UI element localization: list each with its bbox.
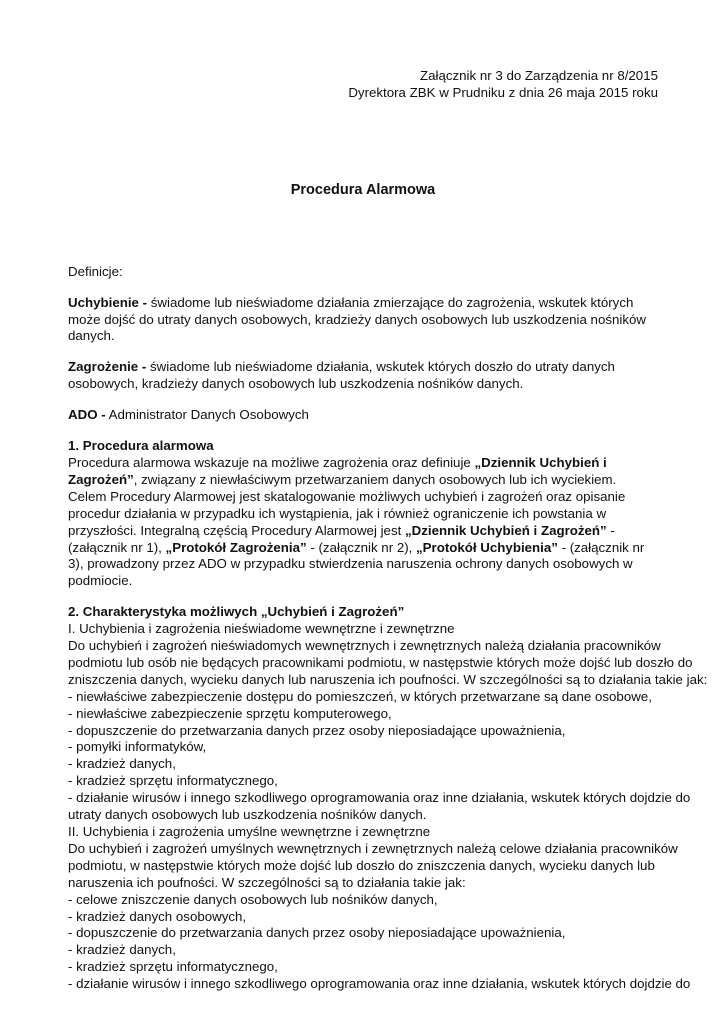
section-2-line: zniszczenia danych, wycieku danych lub naruszenia ich poufności. W szczególności są to działania takie jak: [68, 671, 708, 687]
definition-ado [68, 407, 658, 424]
section-1-text: - (załącznik nr 3), prowadzony przez ADO w przypadku stwierdzenia naruszenia ochrony danych osobowych w podmiocie. [68, 539, 645, 589]
definition-uchybienie [68, 295, 658, 346]
section-2-line: - kradzież sprzętu informatycznego, [68, 959, 278, 975]
section-1-bold: „Protokół Zagrożenia” [165, 539, 307, 555]
section-2-line: I. Uchybienia i zagrożenia nieświadome wewnętrzne i zewnętrzne [68, 621, 455, 637]
section-2-line: - kradzież danych, [68, 756, 176, 772]
document-page [68, 68, 708, 1007]
section-2-line: - celowe zniszczenie danych osobowych lub nośników danych, [68, 891, 438, 907]
section-2-line: - niewłaściwe zabezpieczenie dostępu do pomieszczeń, w których przetwarzane są dane osobowe, [68, 688, 652, 704]
section-2-line: - kradzież danych osobowych, [68, 908, 247, 924]
section-1-bold: „Dziennik Uchybień i Zagrożeń” [68, 454, 607, 487]
definitions-label: Definicje: [68, 263, 123, 279]
section-1-text: - (załącznik nr 2), [306, 539, 417, 555]
definition-term: Zagrożenie - [68, 359, 147, 375]
header-line-2: Dyrektora ZBK w Prudniku z dnia 26 maja 2015 roku [348, 84, 658, 100]
section-2-line: - działanie wirusów i innego szkodliwego oprogramowania oraz inne działania, wskutek których dojdzie do [68, 790, 691, 806]
definition-text: Administrator Danych Osobowych [105, 407, 309, 423]
section-2-line: - działanie wirusów i innego szkodliwego oprogramowania oraz inne działania, wskutek których dojdzie do [68, 976, 691, 992]
section-2-line: podmiotu, w następstwie których może dojść lub doszło do zniszczenia danych, wycieku danych lub [68, 857, 655, 873]
definition-text: świadome lub nieświadome działania, wskutek których doszło do utraty danych osobowych, kradzieży danych osobowych lub uszkodzenia nośników danych. [68, 359, 615, 392]
document-title: Procedura Alarmowa [290, 181, 436, 198]
section-2-line: II. Uchybienia i zagrożenia umyślne wewnętrzne i zewnętrzne [68, 824, 431, 839]
section-1-heading: 1. Procedura alarmowa [68, 438, 214, 454]
section-2-heading: 2. Charakterystyka możliwych „Uchybień i Zagrożeń” [68, 604, 405, 620]
section-2-line: naruszenia ich poufności. W szczególności są to działania takie jak: [68, 874, 466, 890]
section-2-line: podmiotu lub osób nie będących pracownikami podmiotu, w następstwie których może dojść lub doszło do [68, 654, 693, 670]
section-2-line: - pomyłki informatyków, [68, 739, 207, 755]
definition-text: świadome lub nieświadome działania zmierzające do zagrożenia, wskutek których może dojść do utraty danych osobowych, kradzieży danych osobowych lub uszkodzenia nośników danych. [68, 294, 646, 344]
section-2-line: - niewłaściwe zabezpieczenie sprzętu komputerowego, [68, 705, 392, 721]
section-2-line: - dopuszczenie do przetwarzania danych przez osoby nieposiadające upoważnienia, [68, 722, 566, 738]
document-header [68, 68, 658, 102]
section-2-line: - kradzież sprzętu informatycznego, [68, 773, 278, 789]
section-2-line: utraty danych osobowych lub uszkodzenia nośników danych. [68, 807, 427, 823]
section-1-body [68, 455, 658, 590]
section-2-line: - dopuszczenie do przetwarzania danych przez osoby nieposiadające upoważnienia, [68, 925, 566, 941]
section-2 [68, 604, 708, 993]
section-2-line: Do uchybień i zagrożeń umyślnych wewnętrznych i zewnętrznych należą celowe działania pracowników [68, 840, 678, 856]
section-1-bold: „Protokół Uchybienia” [416, 539, 558, 555]
header-line-1: Załącznik nr 3 do Zarządzenia nr 8/2015 [419, 68, 658, 83]
section-1-text: - (załącznik nr 1), [68, 522, 615, 555]
definition-zagrozenie [68, 359, 658, 393]
definition-term: ADO - [68, 407, 106, 423]
section-2-line: - kradzież danych, [68, 942, 176, 958]
section-1-text: , związany z niewłaściwym przetwarzaniem danych osobowych lub ich wyciekiem. Celem Procedury Alarmowej jest skatalogowanie możliwych uchybień i zagrożeń oraz opisanie procedur działania w przypadku ich wystąpienia, jak i również ograniczenie ich powstania w przyszłości. Integralną częścią Procedury Alarmowej jest [68, 471, 626, 538]
section-1-text: Procedura alarmowa wskazuje na możliwe zagrożenia oraz definiuje [68, 454, 475, 470]
definition-term: Uchybienie - [68, 294, 148, 310]
section-2-line: Do uchybień i zagrożeń nieświadomych wewnętrznych i zewnętrznych należą działania pracowników [68, 638, 661, 654]
section-1 [68, 438, 658, 590]
section-1-bold: „Dziennik Uchybień i Zagrożeń” [405, 522, 607, 538]
